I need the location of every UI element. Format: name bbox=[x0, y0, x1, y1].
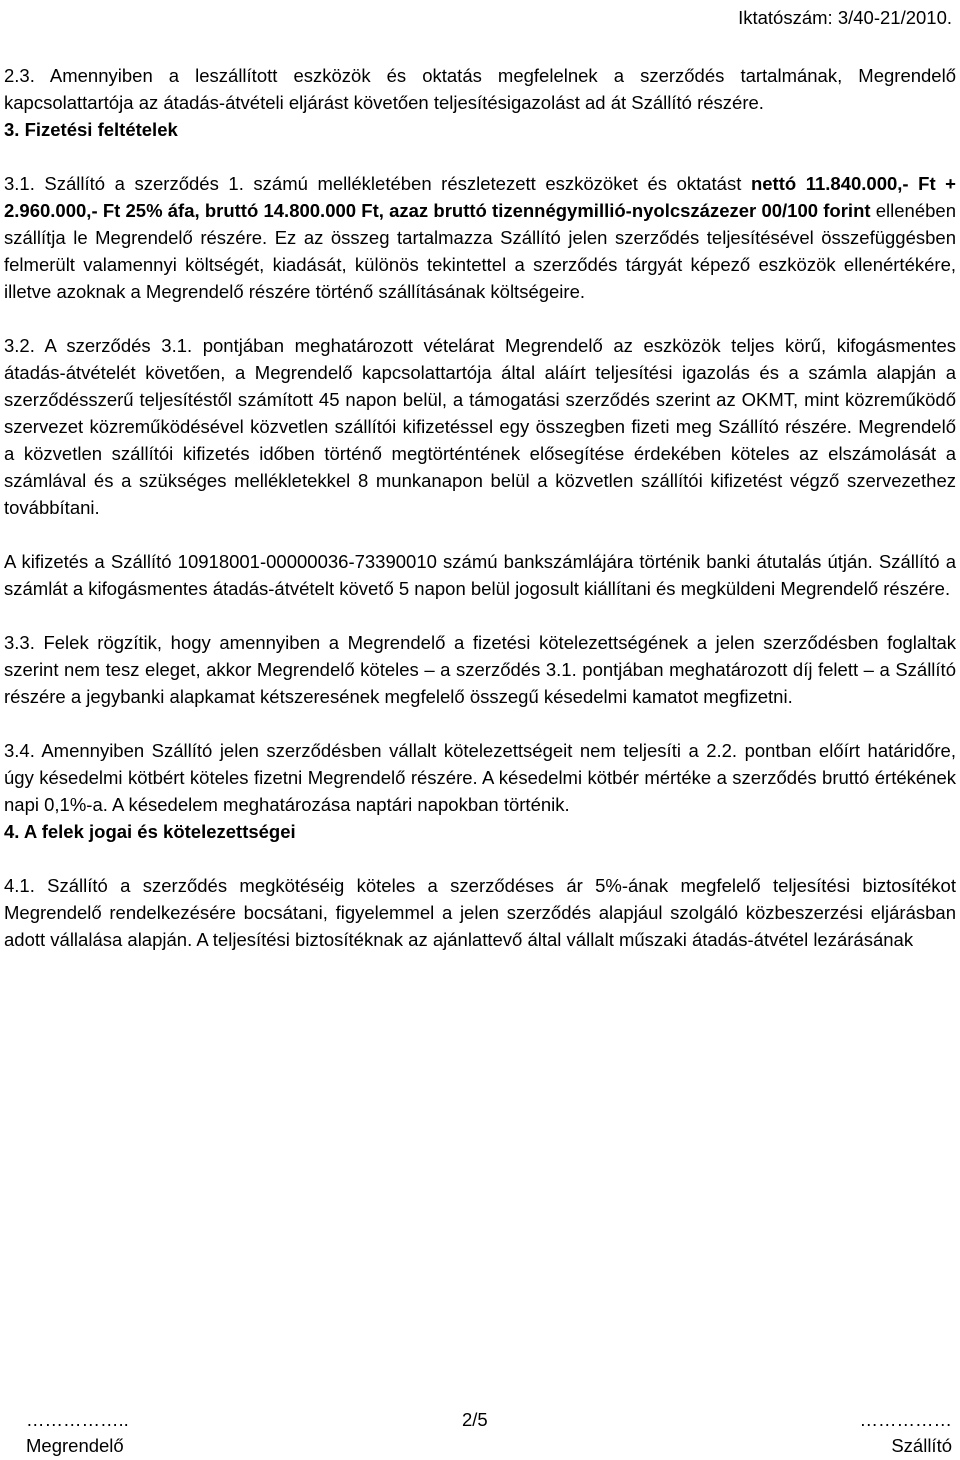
clause-3-3: 3.3. Felek rögzítik, hogy amennyiben a Megrendelő a fizetési kötelezettségének a jelen szerződésben foglaltak szerint nem tesz eleget, akkor Megrendelő köteles – a szerződés 3.1. pontjában meghatározott díj felett – a Szállító részére a jegybanki alapkamat kétszeresének megfelelő összegű késedelmi kamatot megfizetni. bbox=[4, 632, 956, 707]
signature-line-right: …………… bbox=[859, 1409, 952, 1430]
document-body bbox=[4, 62, 956, 953]
clause-4-1: 4.1. Szállító a szerződés megkötéséig köteles a szerződéses ár 5%-ának megfelelő teljesítési biztosítékot Megrendelő rendelkezésére bocsátani, figyelemmel a jelen szerződés alapjául szolgáló közbeszerzési eljárásban adott vállalása alapján. A teljesítési biztosítéknak az ajánlattevő által vállalt műszaki átadás-átvétel lezárásának bbox=[4, 875, 956, 950]
clause-3-2: 3.2. A szerződés 3.1. pontjában meghatározott vételárat Megrendelő az eszközök teljes körű, kifogásmentes átadás-átvételét követően, a Megrendelő kapcsolattartója által aláírt teljesítési igazolás és a számla alapján a szerződésszerű teljesítéstől számított 45 napon belül, a támogatási szerződés szerint az OKMT, mint közreműködő szervezet közreműködésével közvetlen szállítói kifizetéssel egy összegben fizeti meg Szállító részére. Megrendelő a közvetlen szállítói kifizetés időben történő megtörténtének elősegítése érdekében köteles az elszámolását a számlával és a szükséges mellékletekkel 8 munkanapon belül a közvetlen szállítói kifizetést végző szervezethez továbbítani. bbox=[4, 335, 956, 518]
signature-label-left: Megrendelő bbox=[26, 1435, 124, 1456]
heading-payment-terms: 3. Fizetési feltételek bbox=[4, 119, 178, 140]
heading-rights-obligations: 4. A felek jogai és kötelezettségei bbox=[4, 821, 296, 842]
page-footer bbox=[4, 1408, 956, 1458]
clause-3-1 bbox=[4, 170, 956, 305]
reference-number: Iktatószám: 3/40-21/2010. bbox=[738, 7, 952, 28]
clause-3-1-rest: ellenében szállítja le Megrendelő részére. Ez az összeg tartalmazza Szállító jelen szerződés teljesítésével összefüggésben felmerült valamennyi költségét, kiadását, különös tekintettel a szerződés tárgyát képező eszközök ellenértékére, illetve azoknak a Megrendelő részére történő szállításának költségeire. bbox=[4, 200, 956, 302]
clause-3-4: 3.4. Amennyiben Szállító jelen szerződésben vállalt kötelezettségeit nem teljesíti a 2.2. pontban előírt határidőre, úgy késedelmi kötbért köteles fizetni Megrendelő részére. A késedelmi kötbér mértéke a szerződés bruttó értékének napi 0,1%-a. A késedelem meghatározása naptári napokban történik. bbox=[4, 740, 956, 815]
signature-line-left: …………….. bbox=[26, 1409, 129, 1430]
clause-3-1-intro: 3.1. Szállító a szerződés 1. számú mellékletében részletezett eszközöket és oktatást bbox=[4, 173, 742, 194]
clause-3-1-price: nettó 11.840.000,- Ft + 2.960.000,- Ft 25% áfa, bruttó 14.800.000 Ft, azaz bruttó tizennégymillió-nyolcszázezer 00/100 forint bbox=[4, 173, 956, 221]
page-number: 2/5 bbox=[462, 1409, 488, 1430]
signature-label-right: Szállító bbox=[891, 1435, 952, 1456]
clause-3-2-bank: A kifizetés a Szállító 10918001-00000036-73390010 számú bankszámlájára történik banki átutalás útján. Szállító a számlát a kifogásmentes átadás-átvételt követő 5 napon belül jogosult kiállítani és megküldeni Megrendelő részére. bbox=[4, 551, 956, 599]
clause-2-3: 2.3. Amennyiben a leszállított eszközök és oktatás megfelelnek a szerződés tartalmának, Megrendelő kapcsolattartója az átadás-átvételi eljárást követően teljesítésigazolást ad át Szállító részére. bbox=[4, 65, 956, 113]
